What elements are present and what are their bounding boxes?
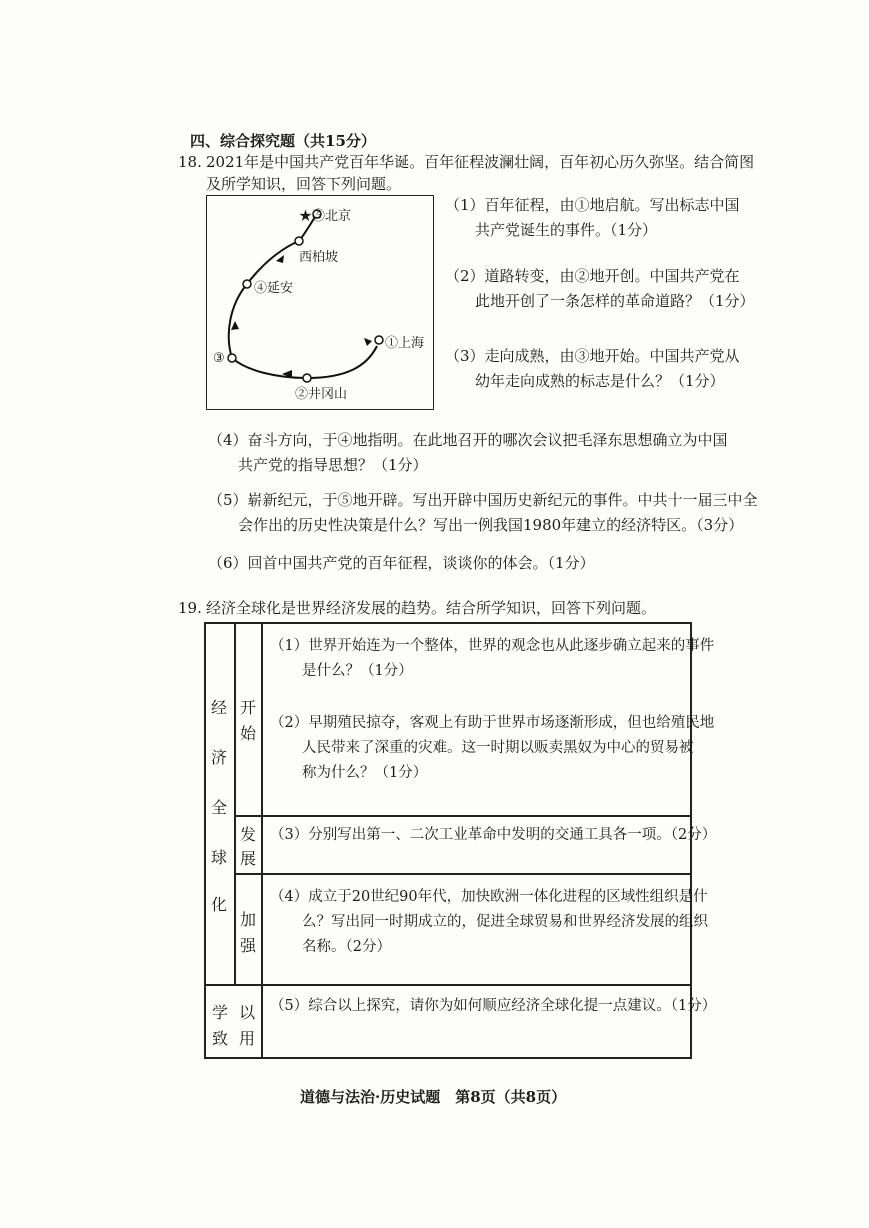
q18-sub1 — [445, 193, 740, 243]
q18-sub5-line2: 会作出的历史性决策是什么？写出一例我国1980年建立的经济特区。（3分） — [238, 516, 744, 534]
q19-number: 19. — [178, 599, 202, 617]
learn-apply-char2: 以 — [238, 1003, 255, 1022]
dot-shanghai — [375, 336, 383, 344]
q19-sub4-line3: 名称。（2分） — [302, 939, 391, 955]
q19-intro: 经济全球化是世界经济发展的趋势。结合所学知识，回答下列问题。 — [206, 599, 657, 617]
dot-jinggangshan — [303, 374, 311, 382]
phase-strengthen-char1: 加 — [239, 910, 256, 929]
phase-start-char1: 开 — [239, 698, 256, 717]
arrow-northwest — [276, 255, 284, 263]
q18-intro-line1: 2021年是中国共产党百年华诞。百年征程波澜壮阔，百年初心历久弥坚。结合简图 — [206, 153, 755, 171]
q18-sub4-line2: 共产党的指导思想？（1分） — [238, 456, 428, 474]
q18-intro-line2: 及所学知识，回答下列问题。 — [206, 175, 402, 193]
left-col-char3: 全 — [210, 798, 227, 817]
left-col-char4: 球 — [210, 848, 227, 867]
route-path-svg — [207, 196, 433, 409]
label-shanghai: ①上海 — [385, 336, 425, 351]
q19-sub2-line1: （2）早期殖民掠夺，客观上有助于世界市场逐渐形成，但也给殖民地 — [270, 715, 715, 731]
q19-sub2 — [270, 711, 714, 786]
q18-sub3-line2: 幼年走向成熟的标志是什么？（1分） — [475, 372, 725, 390]
q19-sub2-line3: 称为什么？（1分） — [302, 765, 428, 781]
left-col-char1: 经 — [210, 698, 227, 717]
dot-xibaipo — [295, 237, 303, 245]
dot-point3 — [228, 354, 236, 362]
q18-sub6: （6）回首中国共产党的百年征程，谈谈你的体会。（1分） — [208, 554, 595, 572]
q19-sub4-line2: 么？写出同一时期成立的，促进全球贸易和世界经济发展的组织 — [302, 914, 708, 930]
page-footer: 道德与法治·历史试题 第8页（共8页） — [300, 1088, 567, 1106]
q18-sub3-line1: （3）走向成熟，由③地开始。中国共产党从 — [445, 347, 740, 365]
learn-apply-char4: 用 — [238, 1029, 255, 1048]
learn-apply-char3: 致 — [211, 1029, 228, 1048]
q19-sub1-line2: 是什么？（1分） — [302, 663, 413, 679]
q18-sub5 — [208, 488, 758, 538]
phase-start-char2: 始 — [239, 724, 256, 743]
label-beijing: ★⑤北京 — [299, 209, 352, 224]
q18-sub1-line2: 共产党诞生的事件。（1分） — [475, 221, 658, 239]
q19-sub1-line1: （1）世界开始连为一个整体，世界的观念也从此逐步确立起来的事件 — [270, 638, 715, 654]
phase-strengthen-char2: 强 — [239, 936, 256, 955]
route-segment-west — [229, 241, 299, 358]
q19-sub5: （5）综合以上探究，请你为如何顺应经济全球化提一点建议。（1分） — [270, 998, 717, 1014]
route-map — [206, 195, 434, 410]
q18-sub4 — [208, 428, 728, 478]
left-col-char5: 化 — [210, 895, 227, 914]
dot-yanan — [243, 280, 251, 288]
section-title: 四、综合探究题（共15分） — [190, 132, 376, 150]
q19-sub4-line1: （4）成立于20世纪90年代，加快欧洲一体化进程的区域性组织是什 — [270, 889, 708, 905]
left-col-char2: 济 — [210, 748, 227, 767]
arrow-west — [231, 321, 239, 330]
phase-develop-char2: 展 — [239, 849, 256, 868]
q18-sub4-line1: （4）奋斗方向，于④地指明。在此地召开的哪次会议把毛泽东思想确立为中国 — [208, 431, 728, 449]
route-segment-south — [232, 346, 377, 378]
q19-sub1 — [270, 634, 714, 684]
q18-sub2-line2: 此地开创了一条怎样的革命道路？（1分） — [475, 292, 755, 310]
learn-apply-char1: 学 — [211, 1003, 228, 1022]
q18-sub5-line1: （5）崭新纪元，于⑤地开辟。写出开辟中国历史新纪元的事件。中共十一届三中全 — [208, 491, 758, 509]
q18-sub2 — [445, 264, 755, 314]
label-point3: ③ — [213, 351, 225, 366]
q19-sub4 — [270, 885, 708, 960]
q18-sub1-line1: （1）百年征程，由①地启航。写出标志中国 — [445, 196, 740, 214]
q18-number: 18. — [178, 153, 202, 171]
q18-sub3 — [445, 344, 740, 394]
arrow-shanghai — [364, 338, 372, 346]
q19-sub3: （3）分别写出第一、二次工业革命中发明的交通工具各一项。（2分） — [270, 827, 717, 843]
q18-sub2-line1: （2）道路转变，由②地开创。中国共产党在 — [445, 267, 740, 285]
phase-develop-char1: 发 — [239, 825, 256, 844]
label-yanan: ④延安 — [254, 281, 294, 296]
q19-sub2-line2: 人民带来了深重的灾难。这一时期以贩卖黑奴为中心的贸易被 — [302, 740, 694, 756]
label-jinggangshan: ②井冈山 — [295, 387, 348, 402]
label-xibaipo: 西柏坡 — [299, 250, 339, 265]
